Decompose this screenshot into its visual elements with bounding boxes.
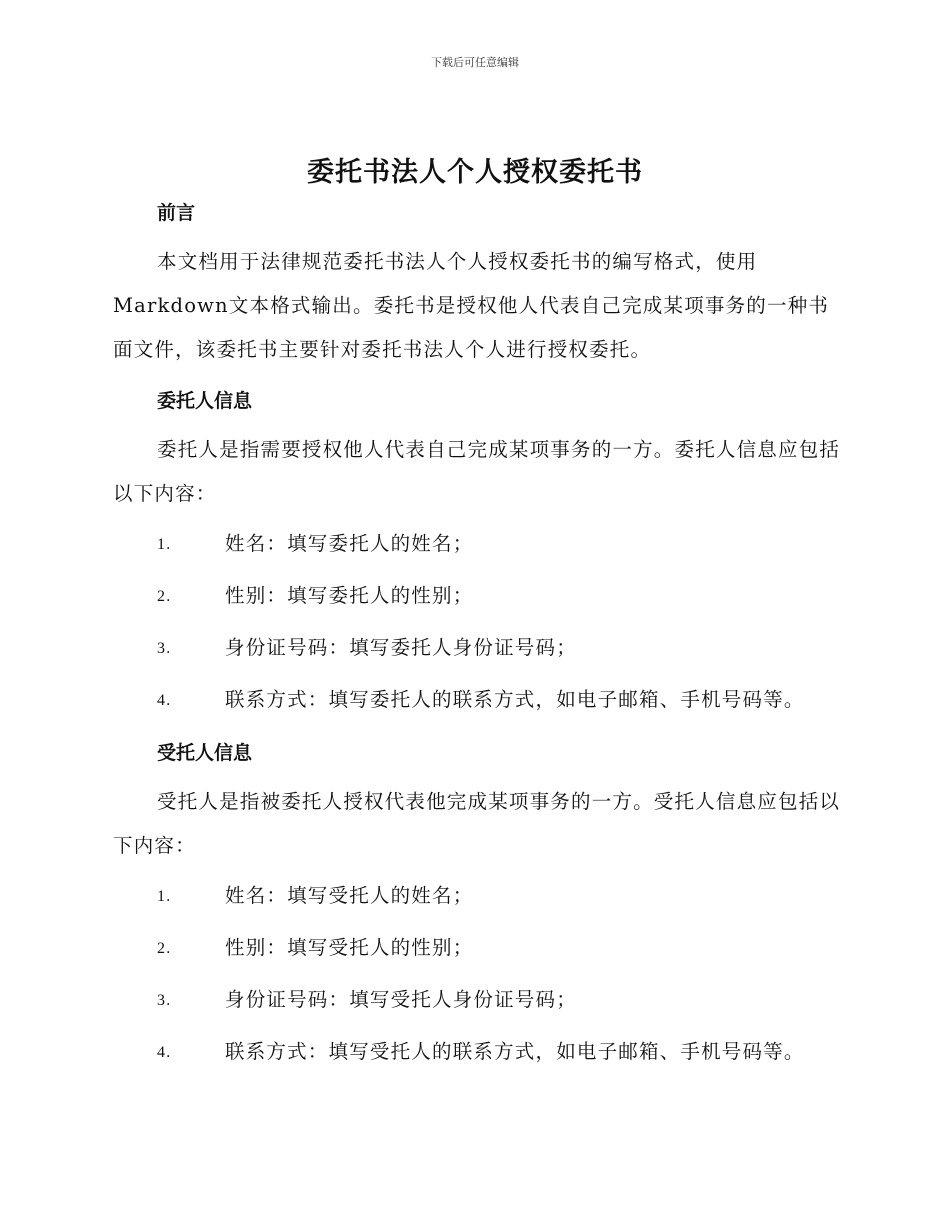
agent-info-list [157, 881, 857, 1089]
list-item-number: 2. [157, 940, 172, 957]
list-item [157, 933, 857, 985]
list-item-text: 姓名：填写受托人的姓名； [225, 884, 474, 907]
list-item-number: 3. [157, 992, 172, 1009]
list-item-number: 4. [157, 1044, 172, 1061]
list-item-number: 4. [157, 692, 172, 709]
list-item-number: 1. [157, 888, 172, 905]
list-item [157, 633, 857, 685]
list-item [157, 685, 857, 737]
list-item-text: 联系方式：填写委托人的联系方式，如电子邮箱、手机号码等。 [225, 688, 805, 711]
section-paragraph-principal: 委托人是指需要授权他人代表自己完成某项事务的一方。委托人信息应包括以下内容： [113, 438, 841, 505]
list-item-text: 身份证号码：填写委托人身份证号码； [225, 636, 577, 659]
list-item-number: 3. [157, 640, 172, 657]
list-item-text: 姓名：填写委托人的姓名； [225, 532, 474, 555]
list-item [157, 985, 857, 1037]
list-item [157, 529, 857, 581]
list-item-text: 性别：填写委托人的性别； [225, 584, 474, 607]
section-paragraph-preface: 本文档用于法律规范委托书法人个人授权委托书的编写格式，使用Markdown文本格式输出。委托书是授权他人代表自己完成某项事务的一种书面文件，该委托书主要针对委托书法人个人进行授权委托。 [113, 250, 830, 361]
list-item-text: 联系方式：填写受托人的联系方式，如电子邮箱、手机号码等。 [225, 1040, 805, 1063]
list-item-text: 身份证号码：填写受托人身份证号码； [225, 988, 577, 1011]
list-item-number: 2. [157, 588, 172, 605]
document-title: 委托书法人个人授权委托书 [307, 157, 643, 188]
list-item [157, 1037, 857, 1089]
list-item-number: 1. [157, 536, 172, 553]
header-note: 下载后可任意编辑 [431, 56, 519, 69]
list-item [157, 581, 857, 633]
principal-info-list [157, 529, 857, 737]
list-item [157, 881, 857, 933]
list-item-text: 性别：填写受托人的性别； [225, 936, 474, 959]
section-heading-agent: 受托人信息 [157, 742, 253, 764]
section-paragraph-agent: 受托人是指被委托人授权代表他完成某项事务的一方。受托人信息应包括以下内容： [113, 790, 841, 857]
section-heading-preface: 前言 [157, 202, 196, 224]
section-heading-principal: 委托人信息 [157, 390, 253, 412]
